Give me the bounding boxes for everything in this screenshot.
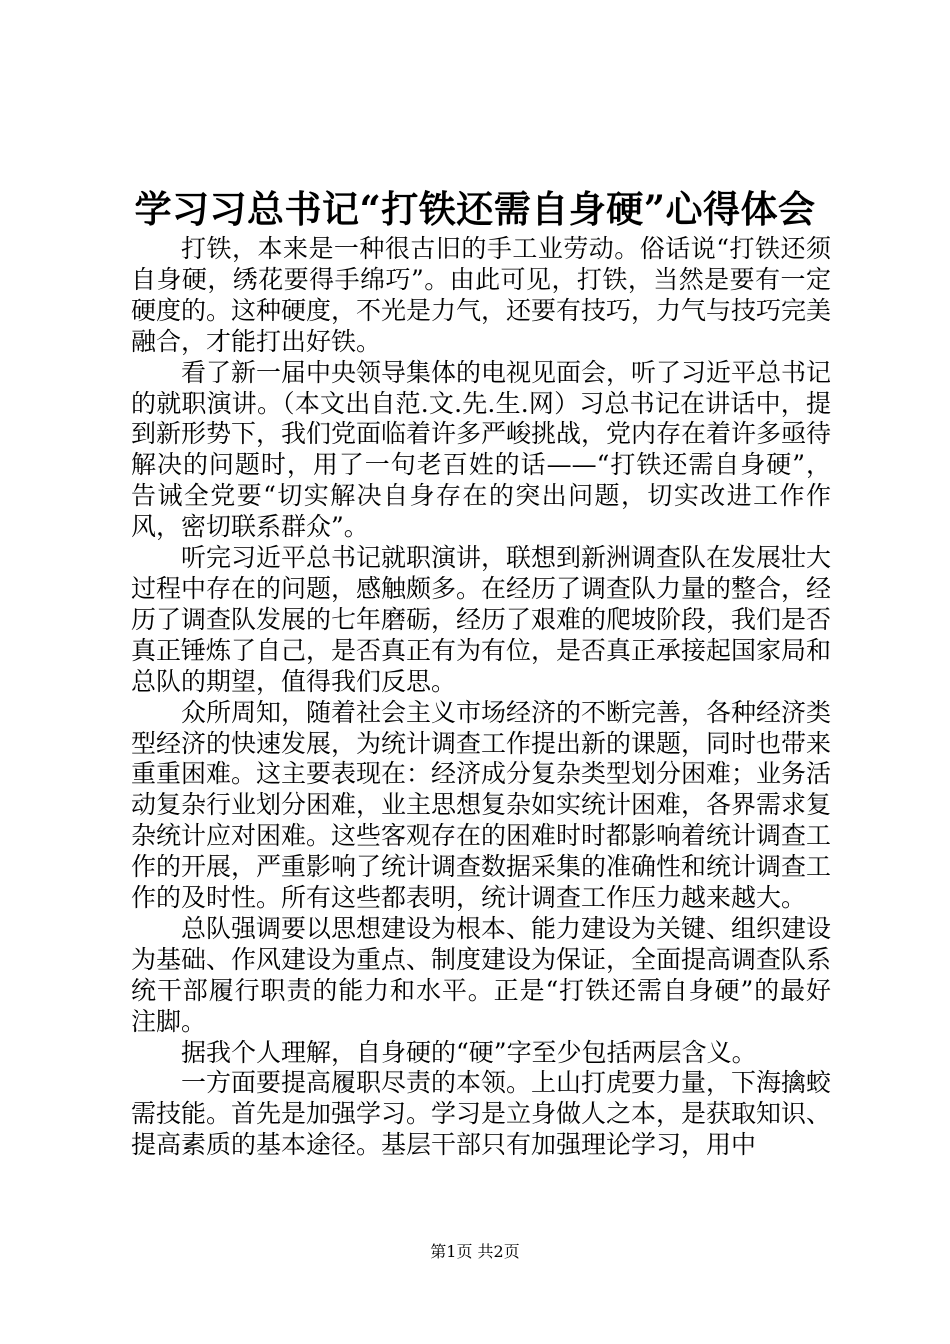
document-body — [131, 234, 831, 1161]
paragraph: 总队强调要以思想建设为根本、能力建设为关键、组织建设为基础、作风建设为重点、制度建设为保证，全面提高调查队系统干部履行职责的能力和水平。正是“打铁还需自身硬”的最好注脚。 — [131, 913, 832, 1036]
document-title: 学习习总书记“打铁还需自身硬”心得体会 — [134, 187, 816, 231]
paragraph: 打铁，本来是一种很古旧的手工业劳动。俗话说“打铁还须自身硬，绣花要得手绵巧”。由此可见，打铁，当然是要有一定硬度的。这种硬度，不光是力气，还要有技巧，力气与技巧完美融合，才能打出好铁。 — [131, 234, 832, 356]
page-number-footer: 第1页 共2页 — [430, 1242, 520, 1261]
paragraph: 众所周知，随着社会主义市场经济的不断完善，各种经济类型经济的快速发展，为统计调查工作提出新的课题，同时也带来重重困难。这主要表现在：经济成分复杂类型划分困难；业务活动复杂行业划分困难，业主思想复杂如实统计困难，各界需求复杂统计应对困难。这些客观存在的困难时时都影响着统计调查工作的开展，严重影响了统计调查数据采集的准确性和统计调查工作的及时性。所有这些都表明，统计调查工作压力越来越大。 — [131, 697, 832, 913]
paragraph: 一方面要提高履职尽责的本领。上山打虎要力量，下海擒蛟需技能。首先是加强学习。学习是立身做人之本，是获取知识、提高素质的基本途径。基层干部只有加强理论学习，用中 — [131, 1068, 832, 1160]
paragraph: 看了新一届中央领导集体的电视见面会，听了习近平总书记的就职演讲。（本文出自范.文.先.生.网）习总书记在讲话中，提到新形势下，我们党面临着许多严峻挑战，党内存在着许多亟待解决的问题时，用了一句老百姓的话——“打铁还需自身硬”，告诫全党要“切实解决自身存在的突出问题，切实改进工作作风，密切联系群众”。 — [131, 357, 832, 542]
paragraph: 听完习近平总书记就职演讲，联想到新洲调查队在发展壮大过程中存在的问题，感触颇多。在经历了调查队力量的整合，经历了调查队发展的七年磨砺，经历了艰难的爬坡阶段，我们是否真正锤炼了自己，是否真正有为有位，是否真正承接起国家局和总队的期望，值得我们反思。 — [131, 543, 832, 696]
paragraph: 据我个人理解，自身硬的“硬”字至少包括两层含义。 — [181, 1037, 757, 1067]
